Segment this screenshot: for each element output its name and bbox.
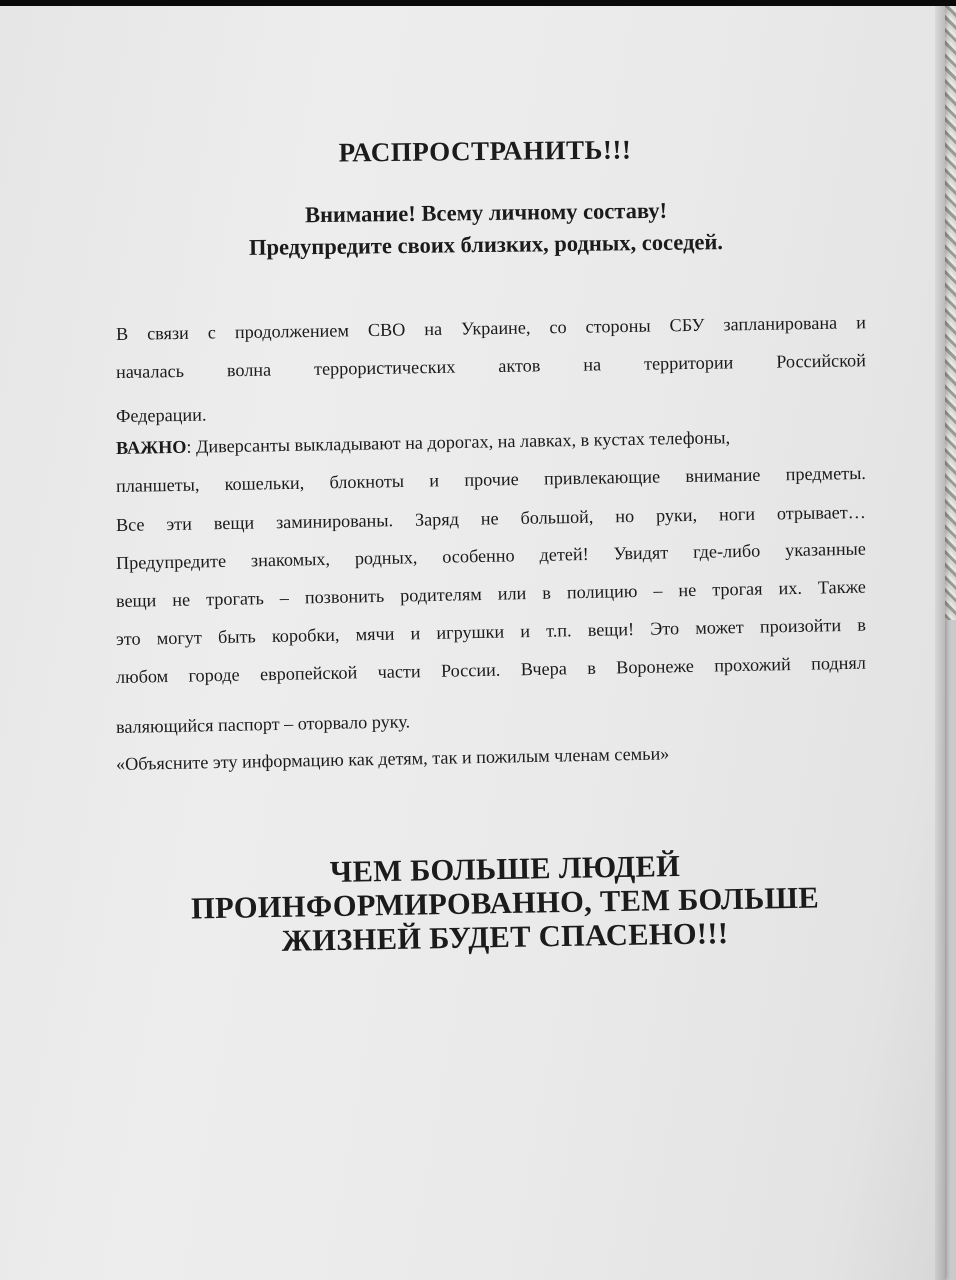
important-line-4: Предупредите знакомых, родных, особенно детей! Увидят где-либо указанные bbox=[115, 538, 867, 573]
important-line-7: любом городе европейской части России. Вчера в Воронеже прохожий поднял bbox=[115, 652, 867, 687]
subtitle-line-2: Предупредите своих близких, родных, соседей. bbox=[248, 229, 724, 260]
important-label: ВАЖНО bbox=[115, 436, 187, 458]
important-line-3: Все эти вещи заминированы. Заряд не большой, но руки, ноги отрывает… bbox=[115, 501, 867, 535]
important-line-1-text: : Диверсанты выкладывают на дорогах, на лавках, в кустах телефоны, bbox=[186, 427, 731, 457]
quote-line: «Объясните эту информацию как детям, так и пожилым членам семьи» bbox=[115, 743, 670, 774]
intro-line-3: Федерации. bbox=[115, 404, 207, 426]
footer-line-2: ПРОИНФОРМИРОВАННО, ТЕМ БОЛЬШЕ bbox=[190, 880, 820, 926]
footer-line-1: ЧЕМ БОЛЬШЕ ЛЮДЕЙ bbox=[329, 848, 681, 890]
important-line-5: вещи не трогать – позвонить родителям или в полицию – не трогая их. Также bbox=[115, 576, 867, 611]
top-black-strip bbox=[0, 0, 956, 6]
intro-line-1: В связи с продолжением СВО на Украине, со стороны СБУ запланирована и bbox=[115, 312, 867, 344]
subtitle-line-1: Внимание! Всему личному составу! bbox=[304, 197, 668, 228]
intro-line-2: началась волна террористических актов на территории Российской bbox=[115, 350, 867, 382]
footer-line-3: ЖИЗНЕЙ БУДЕТ СПАСЕНО!!! bbox=[281, 916, 729, 958]
important-line-2: планшеты, кошельки, блокноты и прочие привлекающие внимание предметы. bbox=[115, 462, 867, 496]
important-line-6: это могут быть коробки, мячи и игрушки и т.п. вещи! Это может произойти в bbox=[115, 614, 867, 649]
important-line-8: валяющийся паспорт – оторвало руку. bbox=[115, 711, 411, 737]
document-title: РАСПРОСТРАНИТЬ!!! bbox=[338, 134, 632, 168]
